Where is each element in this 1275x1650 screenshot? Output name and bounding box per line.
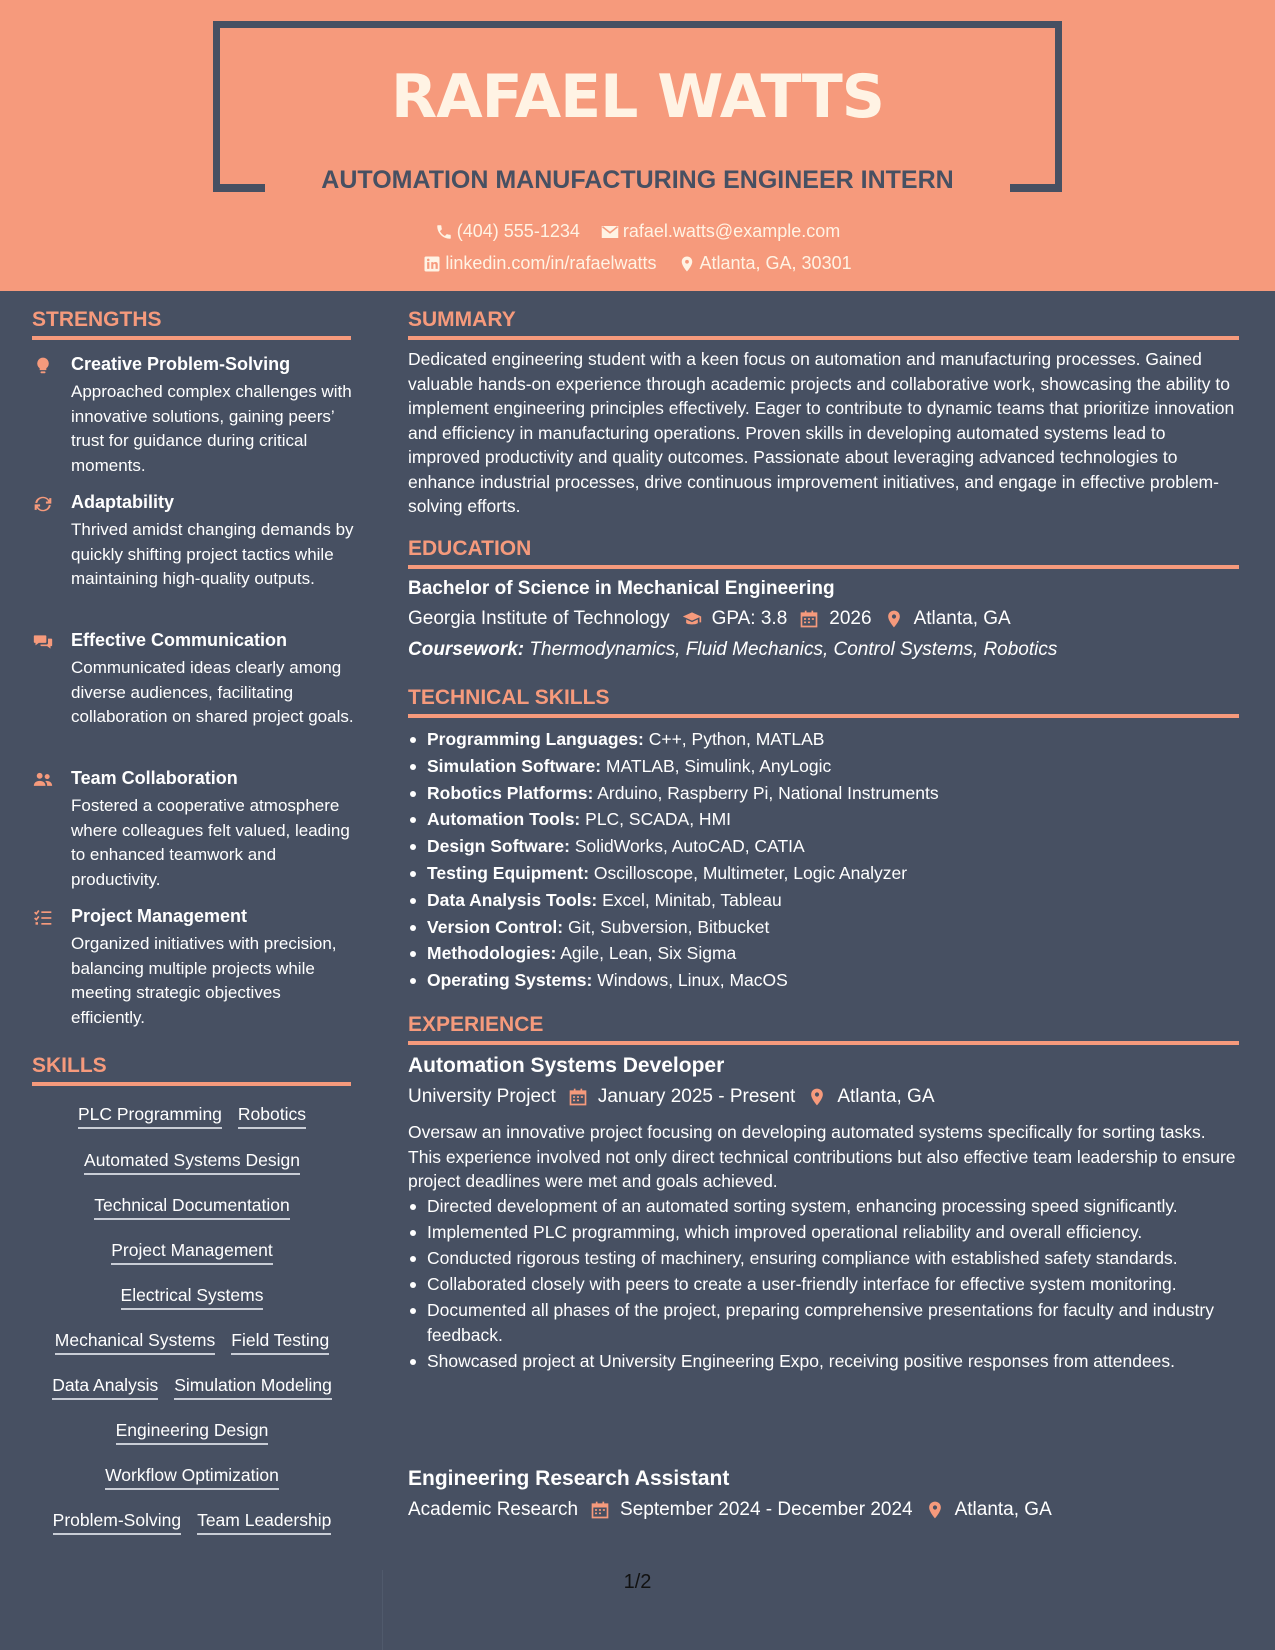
list-item: Conducted rigorous testing of machinery, ensuring compliance with established safety standards. (408, 1246, 1238, 1271)
experience-heading: EXPERIENCE (408, 1013, 1239, 1045)
skill-value: Windows, Linux, MacOS (597, 970, 788, 991)
linkedin-icon (423, 255, 441, 273)
strength-title: Adaptability (71, 492, 175, 512)
skill-row (32, 1104, 352, 1129)
skill-label: Automation Tools: (427, 809, 581, 830)
skill-row (32, 1375, 352, 1400)
contact-row-1 (0, 221, 1275, 246)
gpa-value: GPA: 3.8 (711, 608, 788, 629)
users-icon (32, 770, 56, 792)
education-heading: EDUCATION (408, 537, 1239, 569)
skill-chip: Technical Documentation (94, 1195, 290, 1220)
education-location: Atlanta, GA (913, 608, 1011, 629)
location-icon (884, 609, 904, 629)
job-title-1: Automation Systems Developer (408, 1054, 725, 1077)
strength-desc: Organized initiatives with precision, balancing multiple projects while meeting strategic objectives efficiently. (71, 934, 337, 1027)
skill-label: Testing Equipment: (427, 862, 590, 883)
degree-title: Bachelor of Science in Mechanical Engineering (408, 578, 835, 599)
location-icon (678, 255, 696, 273)
skill-row (32, 1510, 352, 1535)
skill-chip: PLC Programming (78, 1104, 222, 1129)
skill-row (32, 1150, 352, 1175)
job-meta-1 (408, 1086, 935, 1108)
contact-email[interactable] (601, 221, 840, 242)
strengths-heading: STRENGTHS (32, 308, 351, 340)
job-dates: January 2025 - Present (597, 1086, 796, 1107)
list-item (408, 914, 1238, 941)
skill-label: Version Control: (427, 916, 564, 937)
header-frame-foot-right (1010, 184, 1062, 192)
strength-desc: Fostered a cooperative atmosphere where colleagues felt valued, leading to enhanced teamwork and productivity. (71, 796, 350, 889)
lightbulb-icon (32, 356, 56, 378)
list-item (408, 940, 1238, 967)
list-item: Implemented PLC programming, which improved operational reliability and overall efficiency. (408, 1220, 1238, 1245)
contact-email-text: rafael.watts@example.com (622, 221, 841, 241)
education-meta (408, 608, 1011, 630)
job-title-2: Engineering Research Assistant (408, 1467, 730, 1490)
skill-row (32, 1195, 352, 1220)
strength-desc: Approached complex challenges with innovative solutions, gaining peers’ trust for guidance during critical moments. (71, 382, 352, 475)
coursework (408, 639, 1057, 661)
skill-value: Agile, Lean, Six Sigma (560, 943, 737, 964)
skill-chip: Robotics (238, 1104, 306, 1129)
skill-label: Robotics Platforms: (427, 782, 594, 803)
skill-label: Programming Languages: (427, 729, 644, 749)
skill-row (32, 1240, 352, 1265)
comments-icon (32, 632, 56, 654)
resume-header (0, 0, 1275, 291)
summary-text: Dedicated engineering student with a keen focus on automation and manufacturing processes. Gained valuable hands-on experience through academic projects and collaborative work, showcasing the ability to implement engineering principles effectively. Eager to contribute to dynamic teams that prioritize innovation and efficiency in manufacturing operations. Proven skills in developing automated systems lead to improved productivity and quality outcomes. Passionate about leveraging advanced technologies to enhance industrial processes, drive continuous improvement initiatives, and engage in effective problem-solving efforts. (408, 349, 1235, 516)
skills-heading: SKILLS (32, 1054, 351, 1086)
list-item (408, 726, 1238, 753)
contact-linkedin[interactable] (423, 253, 656, 274)
list-item: Directed development of an automated sorting system, enhancing processing speed significantly. (408, 1194, 1238, 1219)
phone-icon (435, 223, 453, 241)
skill-value: C++, Python, MATLAB (648, 729, 825, 749)
list-item (408, 806, 1238, 833)
job-dates: September 2024 - December 2024 (620, 1499, 913, 1520)
skill-chip: Problem-Solving (53, 1510, 181, 1535)
skill-row (32, 1465, 352, 1490)
skill-value: Oscilloscope, Multimeter, Logic Analyzer (593, 862, 908, 883)
skill-label: Design Software: (427, 836, 570, 857)
skill-chip: Mechanical Systems (55, 1330, 215, 1355)
contact-location-text: Atlanta, GA, 30301 (699, 253, 852, 273)
list-item (408, 860, 1238, 887)
strength-desc: Communicated ideas clearly among diverse audiences, facilitating collaboration on shared project goals. (71, 658, 354, 726)
skill-chip: Electrical Systems (121, 1285, 264, 1310)
job-bullets (408, 1194, 1238, 1375)
skill-chip: Workflow Optimization (105, 1465, 279, 1490)
strength-title: Project Management (71, 906, 248, 926)
envelope-icon (601, 223, 619, 241)
contact-phone-text: (404) 555-1234 (456, 221, 580, 241)
calendar-icon (799, 609, 819, 629)
skill-chip: Automated Systems Design (84, 1150, 300, 1175)
skill-value: MATLAB, Simulink, AnyLogic (605, 755, 832, 776)
summary-heading: SUMMARY (408, 308, 1239, 340)
skill-row (32, 1420, 352, 1445)
strength-title: Effective Communication (71, 630, 288, 650)
list-item (408, 780, 1238, 807)
technical-skills-list (408, 726, 1238, 994)
list-item (408, 753, 1238, 780)
skill-chip: Engineering Design (116, 1420, 269, 1445)
school-name: Georgia Institute of Technology (408, 608, 670, 629)
list-item: Showcased project at University Engineering Expo, receiving positive responses from attendees. (408, 1349, 1238, 1374)
list-item (408, 833, 1238, 860)
technical-skills-heading: TECHNICAL SKILLS (408, 686, 1239, 718)
skill-row (32, 1285, 352, 1310)
skill-value: Arduino, Raspberry Pi, National Instruments (597, 782, 939, 803)
strength-title: Team Collaboration (71, 768, 238, 788)
contact-phone[interactable] (435, 221, 580, 242)
coursework-list: Thermodynamics, Fluid Mechanics, Control Systems, Robotics (529, 639, 1058, 660)
location-icon (807, 1087, 827, 1107)
calendar-icon (568, 1087, 588, 1107)
skill-chip: Field Testing (231, 1330, 329, 1355)
list-item: Collaborated closely with peers to create a user-friendly interface for effective system monitoring. (408, 1272, 1238, 1297)
strength-title: Creative Problem-Solving (71, 354, 291, 374)
skill-label: Operating Systems: (427, 970, 593, 991)
contact-row-2 (0, 253, 1275, 278)
page-indicator: 1/2 (623, 1571, 652, 1593)
job-location: Atlanta, GA (954, 1499, 1052, 1520)
skill-label: Simulation Software: (427, 755, 602, 776)
tasks-icon (32, 908, 56, 930)
skill-label: Methodologies: (427, 943, 557, 964)
graduation-year: 2026 (829, 608, 872, 629)
strength-desc: Thrived amidst changing demands by quickly shifting project tactics while maintaining high-quality outputs. (71, 520, 354, 588)
location-icon (925, 1500, 945, 1520)
skill-value: PLC, SCADA, HMI (585, 809, 732, 830)
candidate-name: RAFAEL WATTS (391, 62, 884, 132)
job-org: University Project (408, 1086, 556, 1107)
coursework-label: Coursework: (408, 639, 525, 660)
header-frame-foot-left (213, 184, 265, 192)
skill-value: SolidWorks, AutoCAD, CATIA (574, 836, 805, 857)
sync-icon (32, 494, 56, 516)
contact-linkedin-text: linkedin.com/in/rafaelwatts (445, 253, 657, 273)
skill-value: Git, Subversion, Bitbucket (568, 916, 770, 937)
skill-chip: Data Analysis (52, 1375, 158, 1400)
job-meta-2 (408, 1499, 1052, 1521)
skill-value: Excel, Minitab, Tableau (602, 889, 782, 910)
job-title: AUTOMATION MANUFACTURING ENGINEER INTERN (321, 166, 954, 194)
skill-row (32, 1330, 352, 1355)
calendar-icon (590, 1500, 610, 1520)
job-location: Atlanta, GA (837, 1086, 935, 1107)
job-description: Oversaw an innovative project focusing on developing automated systems specifically for sorting tasks. This experience involved not only direct technical contributions but also effective team leadership to ensure project deadlines were met and goals achieved. (408, 1122, 1236, 1191)
job-org: Academic Research (408, 1499, 579, 1520)
skill-chip: Project Management (111, 1240, 272, 1265)
skill-label: Data Analysis Tools: (427, 889, 598, 910)
list-item (408, 887, 1238, 914)
graduation-cap-icon (682, 609, 702, 629)
skill-chip: Simulation Modeling (174, 1375, 332, 1400)
list-item (408, 967, 1238, 994)
skill-chip: Team Leadership (197, 1510, 331, 1535)
list-item: Documented all phases of the project, preparing comprehensive presentations for faculty and industry feedback. (408, 1298, 1238, 1347)
contact-location (678, 253, 852, 274)
